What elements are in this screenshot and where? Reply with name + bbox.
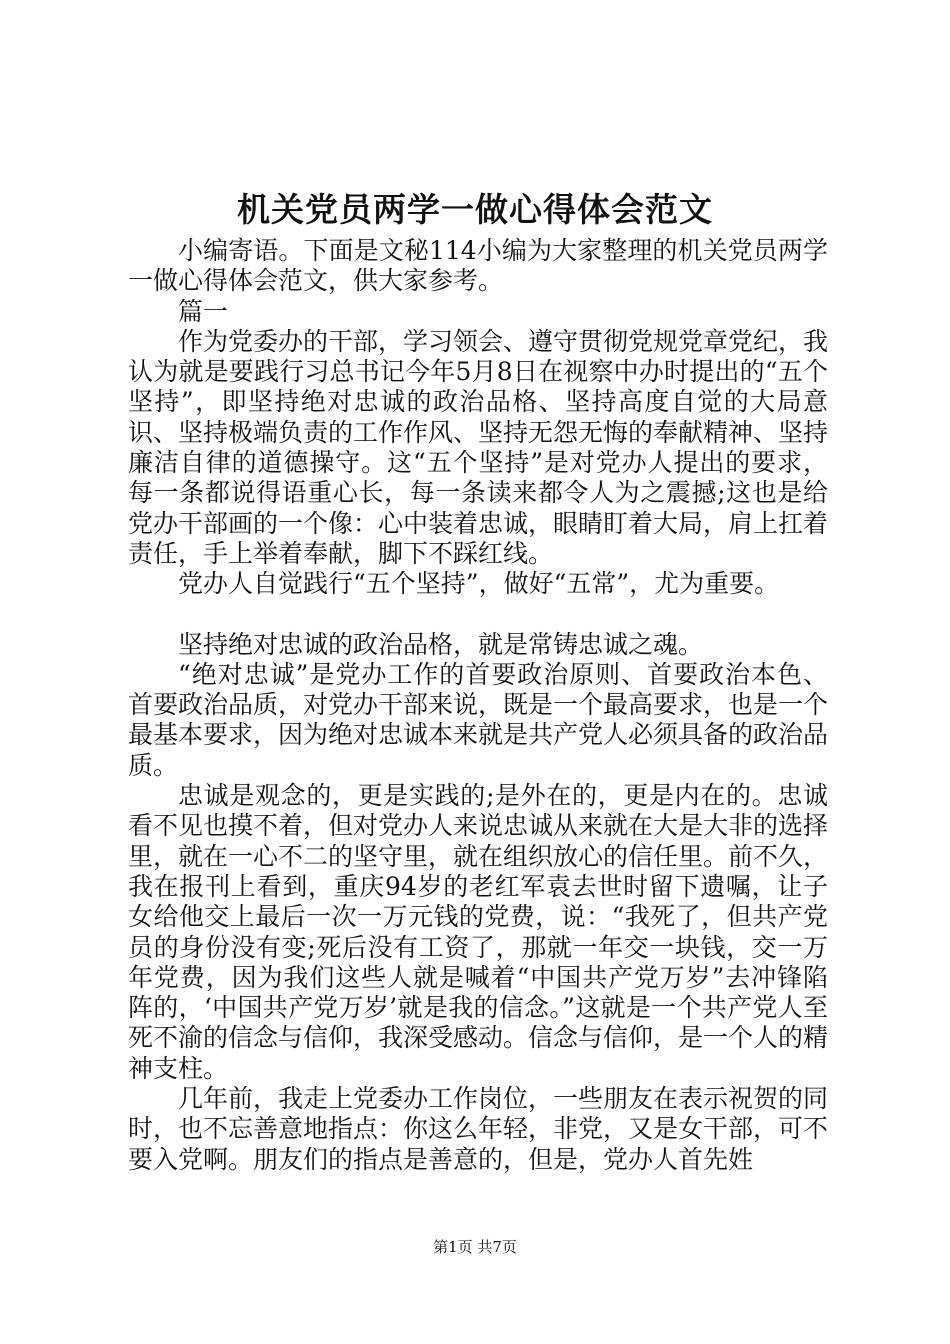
page-number-footer: 第1页 共7页 [433, 1238, 517, 1256]
paragraph: 坚持绝对忠诚的政治品格，就是常铸忠诚之魂。 [178, 629, 704, 659]
section-heading: 篇一 [178, 296, 229, 326]
paragraph: 作为党委办的干部，学习领会、遵守贯彻党规党章党纪，我认为就是要践行习总书记今年5月8日在视察中办时提出的“五个坚持”，即坚持绝对忠诚的政治品格、坚持高度自觉的大局意识、坚持极端负责的工作作风、坚持无怨无悔的奉献精神、坚持廉洁自律的道德操守。这“五个坚持”是对党办人提出的要求，每一条都说得语重心长，每一条读来都令人为之震撼;这也是给党办干部画的一个像：心中装着忠诚，眼睛盯着大局，肩上扛着责任，手上举着奉献，脚下不踩红线。 [128, 326, 829, 568]
paragraph: 党办人自觉践行“五个坚持”，做好“五常”，尤为重要。 [178, 569, 780, 599]
paragraph: 几年前，我走上党委办工作岗位，一些朋友在表示祝贺的同时，也不忘善意地指点：你这么年轻，非党，又是女干部，可不要入党啊。朋友们的指点是善意的，但是，党办人首先姓 [128, 1084, 829, 1174]
paragraph: “绝对忠诚”是党办工作的首要政治原则、首要政治本色、首要政治品质，对党办干部来说，既是一个最高要求，也是一个最基本要求，因为绝对忠诚本来就是共产党人必须具备的政治品质。 [128, 659, 829, 780]
document-title: 机关党员两学一做心得体会范文 [237, 190, 713, 229]
document-body [128, 236, 828, 1175]
paragraph-intro: 小编寄语。下面是文秘114小编为大家整理的机关党员两学一做心得体会范文，供大家参考。 [128, 236, 828, 296]
paragraph: 忠诚是观念的，更是实践的;是外在的，更是内在的。忠诚看不见也摸不着，但对党办人来说忠诚从来就在大是大非的选择里，就在一心不二的坚守里，就在组织放心的信任里。前不久，我在报刊上看到，重庆94岁的老红军袁去世时留下遗嘱，让子女给他交上最后一次一万元钱的党费，说：“我死了，但共产党员的身份没有变;死后没有工资了，那就一年交一块钱，交一万年党费，因为我们这些人就是喊着“中国共产党万岁”去冲锋陷阵的，‘中国共产党万岁’就是我的信念。”这就是一个共产党人至死不渝的信念与信仰，我深受感动。信念与信仰，是一个人的精神支柱。 [128, 781, 829, 1083]
